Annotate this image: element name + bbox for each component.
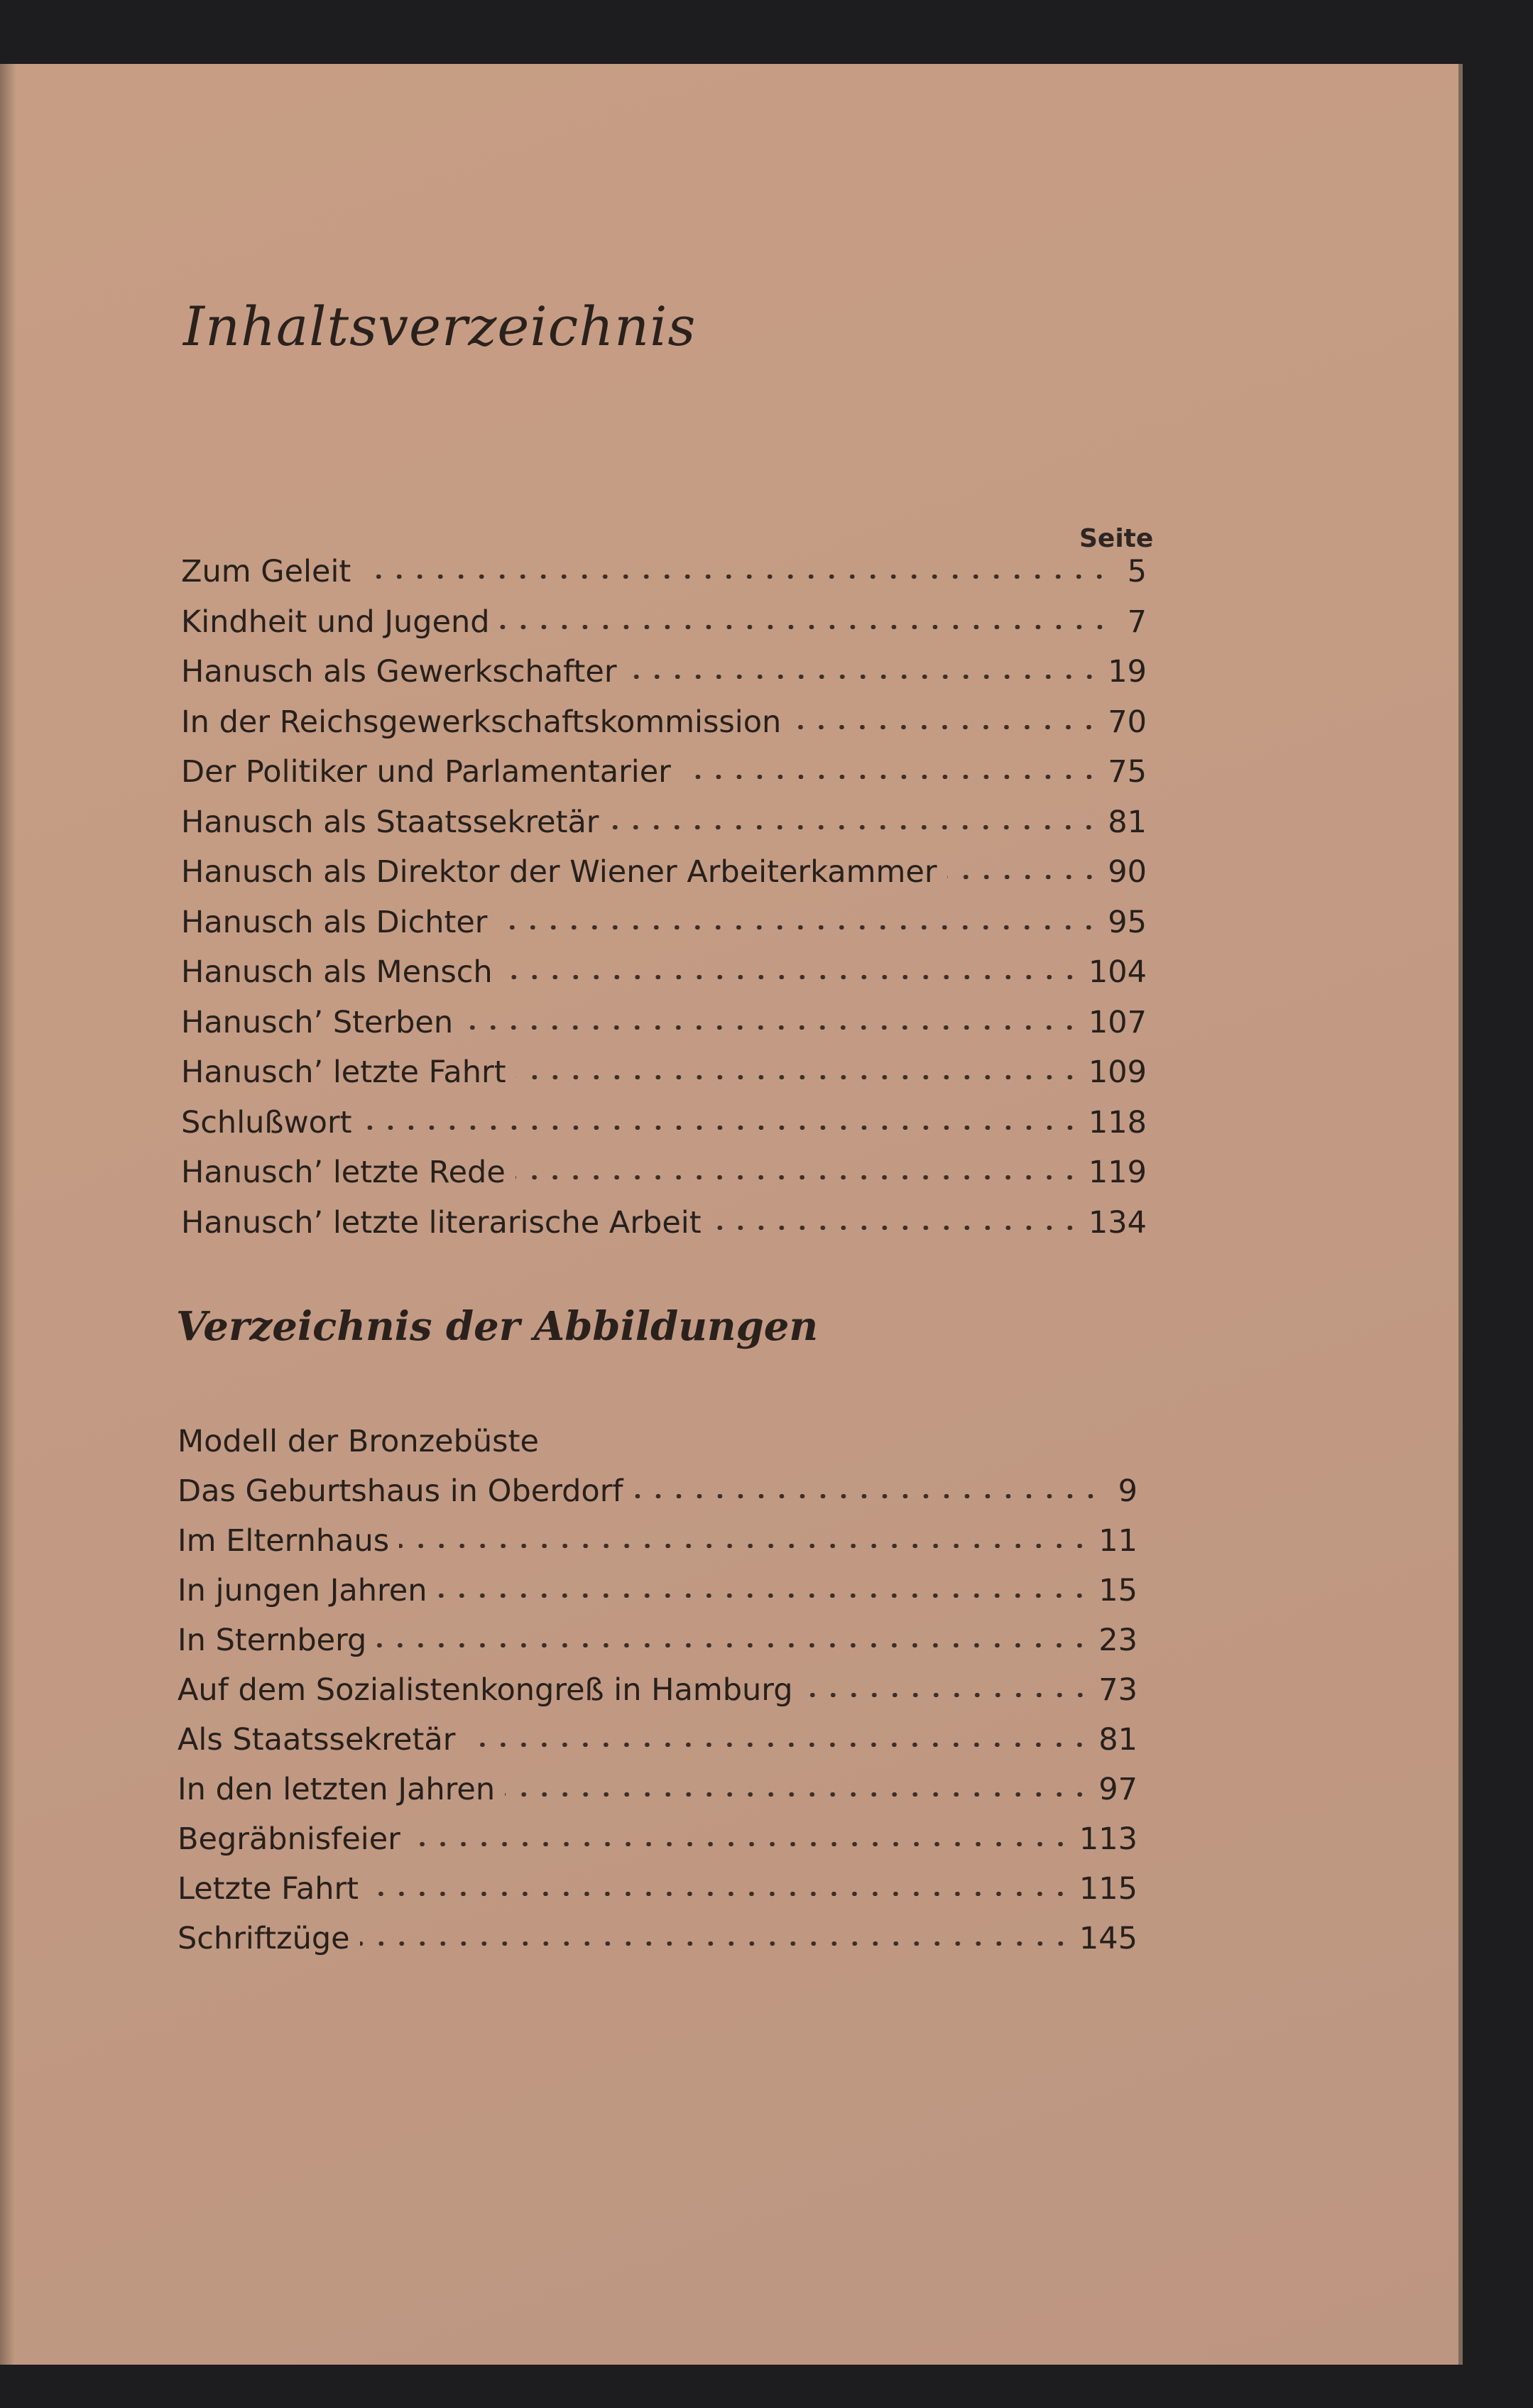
dot-leader [362, 1126, 1080, 1130]
contents-entry [181, 704, 1147, 755]
contents-entry [181, 805, 1147, 855]
entry-page: 104 [1088, 954, 1147, 990]
entry-title: Hanusch’ letzte Rede [181, 1155, 506, 1190]
entry-page: 97 [1098, 1772, 1138, 1807]
dot-leader [376, 1643, 1090, 1647]
dot-leader [463, 1025, 1080, 1030]
dot-leader [681, 775, 1099, 779]
entry-title: Hanusch als Dichter [181, 904, 488, 940]
entry-title: Begräbnisfeier [178, 1821, 400, 1857]
dot-leader [497, 925, 1099, 930]
illustration-entry [178, 1821, 1138, 1871]
contents-entry [181, 1055, 1147, 1105]
entry-page: 119 [1088, 1155, 1147, 1190]
entry-page: 90 [1108, 854, 1147, 890]
entry-title: Schriftzüge [178, 1921, 350, 1956]
entry-page: 23 [1098, 1623, 1138, 1658]
contents-list [181, 554, 1147, 1255]
entry-page: 15 [1098, 1573, 1138, 1608]
dot-leader [505, 1792, 1090, 1797]
entry-page: 107 [1088, 1004, 1147, 1040]
entry-title: In den letzten Jahren [178, 1772, 496, 1807]
illustration-entry [178, 1623, 1138, 1672]
entry-page: 118 [1088, 1104, 1147, 1140]
entry-title: In Sternberg [178, 1623, 367, 1658]
illustration-entry [178, 1523, 1138, 1573]
entry-page: 19 [1108, 654, 1147, 690]
entry-title: Als Staatssekretär [178, 1722, 456, 1758]
entry-title: Das Geburtshaus in Oberdorf [178, 1473, 623, 1509]
contents-entry [181, 1005, 1147, 1055]
illustration-entry [178, 1772, 1138, 1821]
dot-leader [361, 574, 1110, 579]
entry-title: Schlußwort [181, 1104, 352, 1140]
entry-page: 11 [1098, 1523, 1138, 1559]
contents-entry [181, 954, 1147, 1005]
entry-page: 9 [1118, 1473, 1138, 1509]
entry-title: Im Elternhaus [178, 1523, 390, 1559]
entry-page: 109 [1088, 1055, 1147, 1090]
contents-entry [181, 854, 1147, 905]
entry-title: Kindheit und Jugend [181, 604, 490, 640]
illustration-entry [178, 1424, 1138, 1473]
dot-leader [627, 675, 1100, 679]
dot-leader [803, 1693, 1091, 1697]
illustrations-list [178, 1424, 1138, 1971]
entry-page: 75 [1108, 754, 1147, 790]
entry-page: 70 [1108, 704, 1147, 740]
dot-leader [410, 1842, 1071, 1846]
entry-title: Hanusch als Direktor der Wiener Arbeiterkammer [181, 854, 937, 890]
entry-page: 5 [1127, 554, 1147, 589]
illustration-entry [178, 1473, 1138, 1523]
entry-page: 95 [1108, 904, 1147, 940]
entry-page: 73 [1098, 1672, 1138, 1708]
contents-entry [181, 754, 1147, 805]
contents-entry [181, 604, 1147, 655]
dot-leader [791, 725, 1099, 729]
entry-title: In jungen Jahren [178, 1573, 427, 1608]
dot-leader [633, 1494, 1101, 1498]
dot-leader [369, 1892, 1071, 1896]
illustration-entry [178, 1672, 1138, 1722]
entry-page: 134 [1088, 1204, 1147, 1241]
contents-heading: Inhaltsverzeichnis [183, 295, 697, 358]
entry-page: 145 [1079, 1921, 1138, 1956]
illustration-entry [178, 1722, 1138, 1772]
contents-entry [181, 905, 1147, 955]
dot-leader [503, 975, 1080, 979]
entry-title: Zum Geleit [181, 554, 351, 589]
entry-title: Hanusch’ letzte Fahrt [181, 1055, 506, 1090]
illustrations-heading: Verzeichnis der Abbildungen [176, 1303, 819, 1350]
contents-entry [181, 1155, 1147, 1205]
entry-title: Der Politiker und Parlamentarier [181, 754, 671, 790]
dot-leader [500, 625, 1110, 629]
entry-title: In der Reichsgewerkschaftskommission [181, 704, 782, 740]
entry-title: Hanusch als Staatssekretär [181, 804, 599, 840]
dot-leader [711, 1226, 1080, 1230]
dot-leader [947, 875, 1100, 879]
contents-entry [181, 554, 1147, 604]
entry-page: 81 [1098, 1722, 1138, 1758]
entry-title: Auf dem Sozialistenkongreß in Hamburg [178, 1672, 793, 1708]
entry-title: Hanusch’ letzte literarische Arbeit [181, 1204, 702, 1241]
entry-title: Hanusch’ Sterben [181, 1004, 454, 1040]
dot-leader [465, 1743, 1090, 1747]
dot-leader [515, 1175, 1080, 1180]
contents-entry [181, 654, 1147, 704]
entry-title: Hanusch als Mensch [181, 954, 493, 990]
dot-leader [516, 1075, 1080, 1079]
entry-page: 115 [1079, 1871, 1138, 1907]
entry-page: 7 [1127, 604, 1147, 640]
entry-title: Hanusch als Gewerkschafter [181, 654, 617, 690]
book-page [0, 64, 1463, 2365]
entry-page: 81 [1108, 804, 1147, 840]
dot-leader [399, 1544, 1090, 1548]
entry-title: Modell der Bronzebüste [178, 1424, 539, 1459]
illustration-entry [178, 1573, 1138, 1623]
dot-leader [609, 825, 1099, 829]
dot-leader [437, 1593, 1090, 1598]
page-column-label: Seite [1079, 524, 1154, 553]
entry-page: 113 [1079, 1821, 1138, 1857]
entry-title: Letzte Fahrt [178, 1871, 359, 1907]
dot-leader [360, 1941, 1071, 1946]
illustration-entry [178, 1871, 1138, 1921]
contents-entry [181, 1105, 1147, 1155]
contents-entry [181, 1205, 1147, 1255]
illustration-entry [178, 1921, 1138, 1971]
